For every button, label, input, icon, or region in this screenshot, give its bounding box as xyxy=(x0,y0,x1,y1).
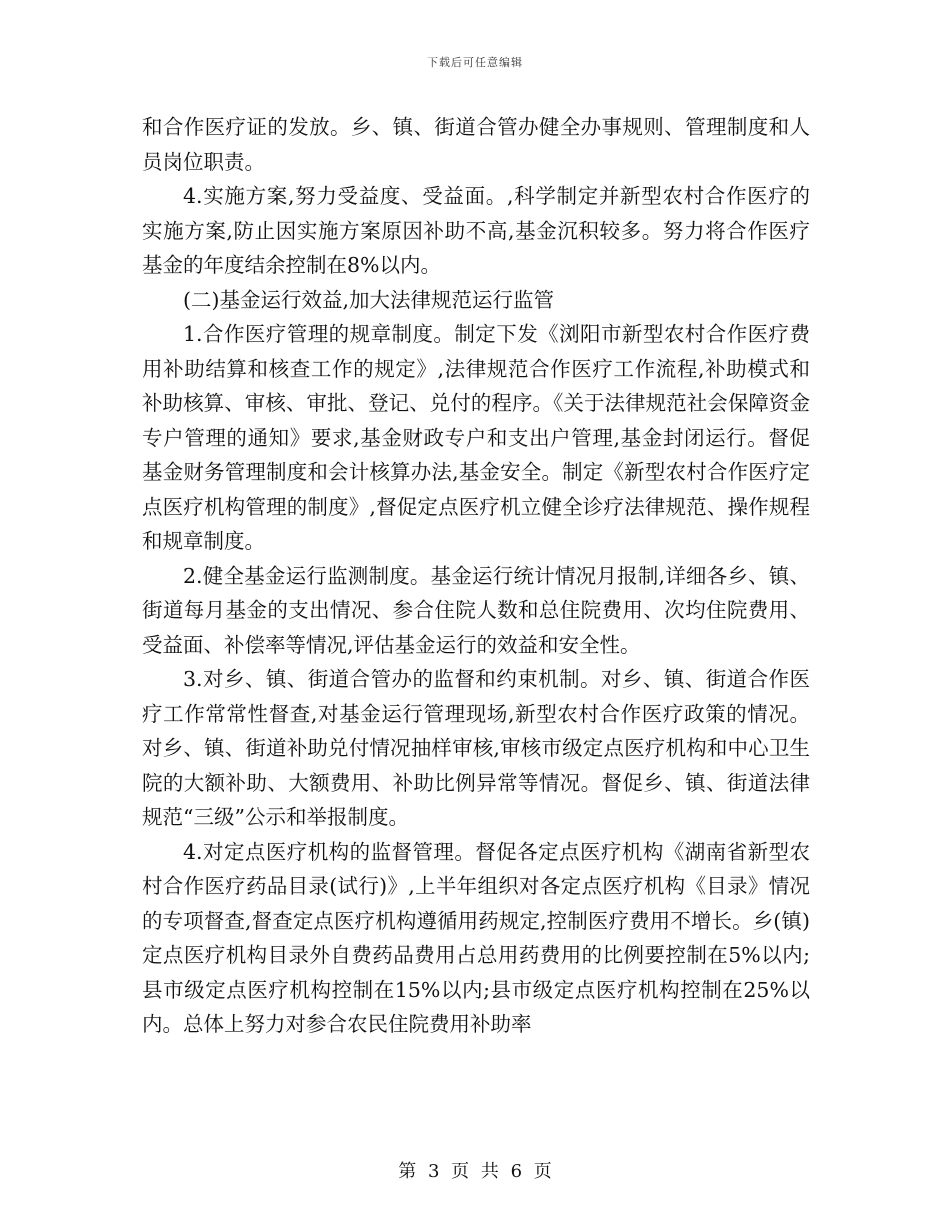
paragraph-item-4-implementation: 4.实施方案,努力受益度、受益面。,科学制定并新型农村合作医疗的实施方案,防止因实施方案原因补助不高,基金沉积较多。努力将合作医疗基金的年度结余控制在8%以内。 xyxy=(142,184,810,277)
paragraph-item-1-regulations: 1.合作医疗管理的规章制度。制定下发《浏阳市新型农村合作医疗费用补助结算和核查工作的规定》,法律规范合作医疗工作流程,补助模式和补助核算、审核、审批、登记、兑付的程序。《关于法律规范社会保障资金专户管理的通知》要求,基金财政专户和支出户管理,基金封闭运行。督促基金财务管理制度和会计核算办法,基金安全。制定《新型农村合作医疗定点医疗机构管理的制度》,督促定点医疗机立健全诊疗法律规范、操作规程和规章制度。 xyxy=(142,322,810,553)
page-header-note: 下载后可任意编辑 xyxy=(427,56,523,69)
paragraph-continuation: 和合作医疗证的发放。乡、镇、街道合管办健全办事规则、管理制度和人员岗位职责。 xyxy=(142,115,810,174)
document-body xyxy=(142,110,810,1042)
paragraph-item-3-oversight: 3.对乡、镇、街道合管办的监督和约束机制。对乡、镇、街道合作医疗工作常常性督查,对基金运行管理现场,新型农村合作医疗政策的情况。对乡、镇、街道补助兑付情况抽样审核,审核市级定点医疗机构和中心卫生院的大额补助、大额费用、补助比例异常等情况。督促乡、镇、街道法律规范“三级”公示和举报制度。 xyxy=(142,667,810,829)
paragraph-item-4-institutions: 4.对定点医疗机构的监督管理。督促各定点医疗机构《湖南省新型农村合作医疗药品目录(试行)》,上半年组织对各定点医疗机构《目录》情况的专项督查,督查定点医疗机构遵循用药规定,控制医疗费用不增长。乡(镇)定点医疗机构目录外自费药品费用占总用药费用的比例要控制在5%以内;县市级定点医疗机构控制在15%以内;县市级定点医疗机构控制在25%以内。总体上努力对参合农民住院费用补助率 xyxy=(142,839,810,1036)
page-number: 第 3 页 共 6 页 xyxy=(398,1161,552,1182)
paragraph-item-2-monitoring: 2.健全基金运行监测制度。基金运行统计情况月报制,详细各乡、镇、街道每月基金的支出情况、参合住院人数和总住院费用、次均住院费用、受益面、补偿率等情况,评估基金运行的效益和安全性。 xyxy=(142,563,810,657)
section-heading-fund-supervision: (二)基金运行效益,加大法律规范运行监管 xyxy=(183,287,555,312)
